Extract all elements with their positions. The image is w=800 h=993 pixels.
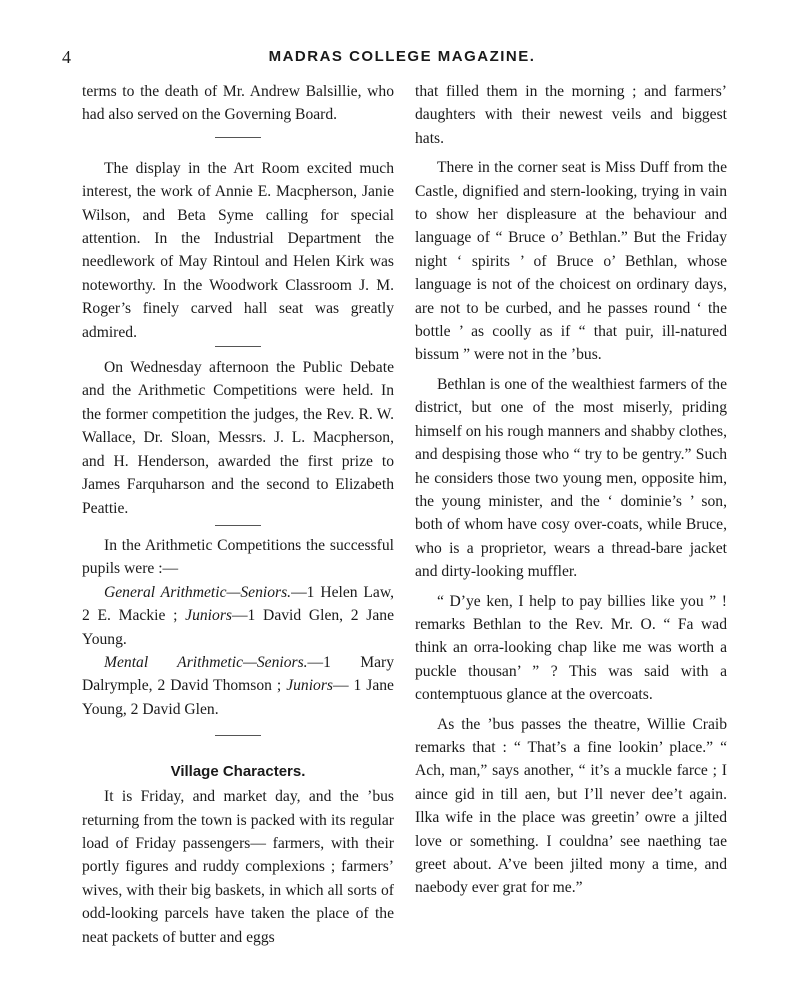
paragraph: The display in the Art Room excited much interest, the work of Annie E. Macpherson, Janie Wilson, and Beta Syme calling for special attention. In the Industrial Department the needlework of May Rintoul and Helen Kirk was noteworthy. In the Woodwork Classroom J. M. Roger’s finely carved hall seat was greatly admired.	[82, 159, 394, 341]
paragraph: As the ’bus passes the theatre, Willie Craib remarks that : “ That’s a fine lookin’ place.” “ Ach, man,” says another, “ it’s a muckle farce ; I aince gid in till aen, but I’ll never dee’t again. Ilka wife in the place was greetin’ owre a jilted love or something. I couldna’ see naething tae greet about. A’ve been jilted mony a time, and naebody ever grat for me.”	[415, 715, 727, 897]
divider-rule	[215, 735, 261, 736]
left-column	[82, 80, 394, 949]
paragraph: On Wednesday afternoon the Public Debate and the Arithmetic Competitions were held. In the former competition the judges, the Rev. R. W. Wallace, Dr. Sloan, Messrs. J. L. Macpherson, and H. Henderson, awarded the first prize to James Farquharson and the second to Elizabeth Peattie.	[82, 359, 394, 517]
result-text: —1 David Glen, 2 Jane Young.	[82, 607, 395, 648]
divider-rule	[215, 525, 261, 526]
result-text: —1 Helen Law, 2 E. Mackie ;	[82, 583, 395, 625]
right-column	[415, 80, 727, 900]
result-text: —1 Mary Dalrymple, 2 David Thomson ;	[82, 653, 394, 695]
result-label: Juniors	[185, 607, 232, 625]
result-general	[82, 581, 394, 651]
section-divider	[82, 344, 394, 356]
paragraph	[82, 534, 394, 581]
divider-rule	[215, 346, 261, 347]
paragraph: terms to the death of Mr. Andrew Balsillie, who had also served on the Governing Board.	[82, 83, 394, 124]
paragraph: There in the corner seat is Miss Duff from the Castle, dignified and stern-looking, trying in vain to show her displeasure at the behaviour and language of “ Bruce o’ Bethlan.” But the Friday night ‘ spirits ’ of Bruce o’ Bethlan, whose language is not of the choicest on ordinary days, are not to be curbed, and he passes round ‘ the bottle ’ as coolly as if “ that puir, ill-natured bissum ” were not in the ’bus.	[415, 159, 727, 364]
paragraph: Bethlan is one of the wealthiest farmers of the district, but one of the most miserly, priding himself on his rough manners and shabby clothes, and despising those who “ try to be gentry.” Such he considers those two young men, opposite him, the young minister, and the ‘ dominie’s ’ son, both of whom have cosy over-coats, while Bruce, who is a proprietor, wears a thread-bare jacket and dirty-looking muffler.	[415, 375, 727, 581]
paragraph-text: In the Arithmetic Competitions the successful pupils were :—	[82, 536, 394, 578]
section-divider	[82, 520, 394, 534]
divider-rule	[215, 137, 261, 138]
section-divider	[82, 127, 394, 157]
result-mental	[82, 651, 394, 721]
result-label: Mental Arithmetic—Seniors.	[104, 653, 308, 671]
paragraph: “ D’ye ken, I help to pay billies like you ” ! remarks Bethlan to the Rev. Mr. O. “ Fa wad think an orra-looking chap like me was worth a puckle thousan’ ” ? This was said with a contemptuous glance at the overcoats.	[415, 592, 727, 704]
running-title: MADRAS COLLEGE MAGAZINE.	[268, 48, 536, 65]
paragraph: It is Friday, and market day, and the ’bus returning from the town is packed with its regular load of Friday passengers— farmers, with their portly figures and ruddy complexions ; farmers’ wives, with their big baskets, in which all sorts of odd-looking parcels have taken the place of the neat packets of butter and eggs	[82, 788, 394, 946]
result-label: General Arithmetic—Seniors.	[104, 583, 292, 601]
section-heading: Village Characters.	[170, 763, 306, 781]
result-text: — 1 Jane Young, 2 David Glen.	[82, 677, 394, 718]
page-header	[62, 47, 742, 73]
paragraph: that filled them in the morning ; and farmers’ daughters with their newest veils and biggest hats.	[415, 83, 727, 147]
page-number: 4	[62, 47, 71, 67]
section-divider	[82, 721, 394, 761]
result-label: Juniors	[286, 677, 333, 695]
